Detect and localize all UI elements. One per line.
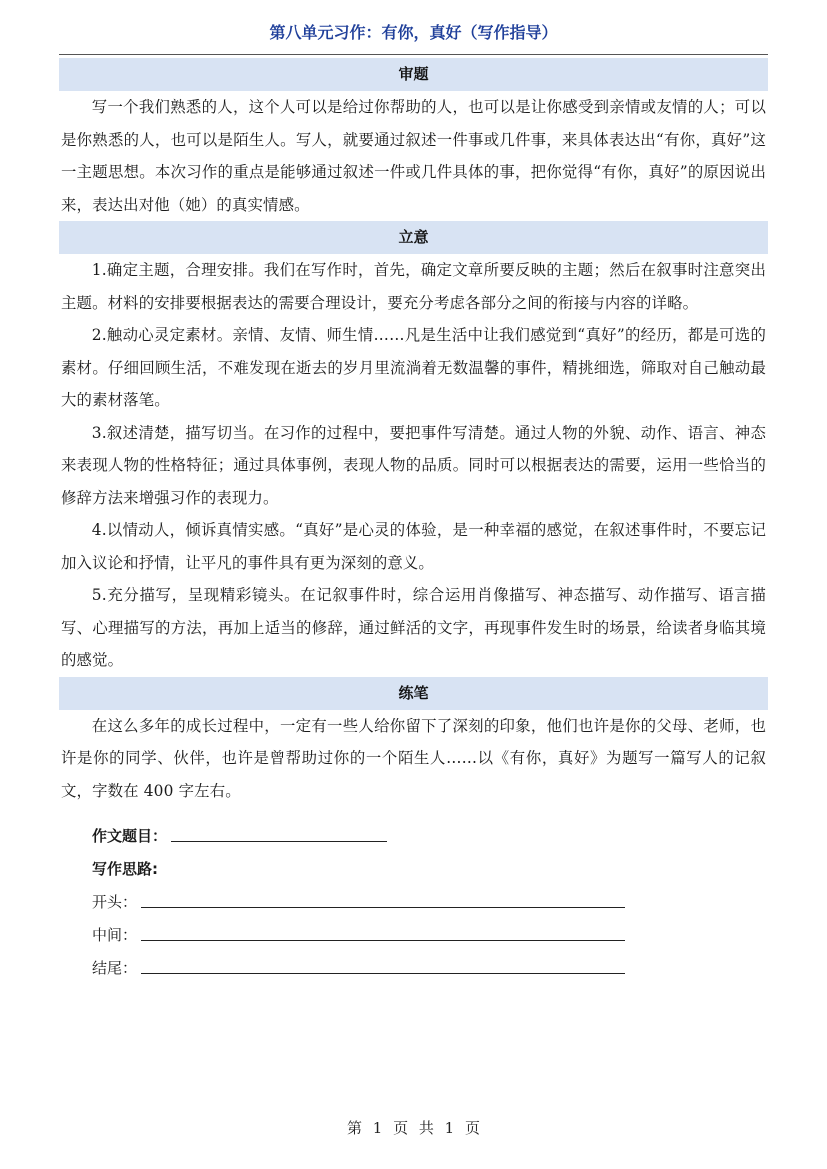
section-heading-liyi: 立意 [59, 221, 768, 254]
outline-label: 写作思路: [92, 860, 158, 878]
lianbi-paragraph: 在这么多年的成长过程中，一定有一些人给你留下了深刻的印象，他们也许是你的父母、老师，也许是你的同学、伙伴，也许是曾帮助过你的一个陌生人……以《有你，真好》为题写一篇写人的记叙文，字数在 400 字左右。 [61, 716, 766, 800]
section-heading-shenti: 审题 [59, 58, 768, 91]
title-divider [59, 54, 768, 55]
liyi-point-5: 5.充分描写，呈现精彩镜头。在记叙事件时，综合运用肖像描写、神态描写、动作描写、语言描写、心理描写的方法，再加上适当的修辞，通过鲜活的文字，再现事件发生时的场景，给读者身临其境的感觉。 [61, 586, 766, 669]
middle-label: 中间： [92, 926, 138, 944]
shenti-paragraph: 写一个我们熟悉的人，这个人可以是给过你帮助的人，也可以是让你感受到亲情或友情的人；可以是你熟悉的人，也可以是陌生人。写人，就要通过叙述一件事或几件事，来具体表达出“有你，真好”这一主题思想。本次习作的重点是能够通过叙述一件或几件具体的事，把你觉得“有你，真好”的原因说出来，表达出对他（她）的真实情感。 [61, 98, 766, 214]
liyi-point-1: 1.确定主题，合理安排。我们在写作时，首先，确定文章所要反映的主题；然后在叙事时注意突出主题。材料的安排要根据表达的需要合理设计，要充分考虑各部分之间的衔接与内容的详略。 [61, 261, 766, 312]
ending-label: 结尾： [92, 959, 138, 977]
page-title: 第八单元习作：有你，真好（写作指导） [269, 23, 558, 42]
document-body [59, 58, 768, 978]
ending-blank[interactable] [141, 972, 625, 974]
essay-title-label: 作文题目： [92, 827, 168, 845]
liyi-point-4: 4.以情动人，倾诉真情实感。“真好”是心灵的体验，是一种幸福的感觉，在叙述事件时，不要忘记加入议论和抒情，让平凡的事件具有更为深刻的意义。 [61, 521, 766, 572]
opening-blank[interactable] [141, 906, 625, 908]
page-footer: 第 1 页 共 1 页 [347, 1119, 480, 1137]
middle-blank[interactable] [141, 939, 625, 941]
liyi-point-2: 2.触动心灵定素材。亲情、友情、师生情……凡是生活中让我们感觉到“真好”的经历，都是可选的素材。仔细回顾生活，不难发现在逝去的岁月里流淌着无数温馨的事件，精挑细选，筛取对自己触动最大的素材落笔。 [61, 326, 766, 409]
writing-form [59, 813, 768, 978]
essay-title-row [92, 813, 768, 846]
outline-row [92, 846, 768, 879]
opening-label: 开头： [92, 893, 138, 911]
section-heading-lianbi: 练笔 [59, 677, 768, 710]
liyi-point-3: 3.叙述清楚，描写切当。在习作的过程中，要把事件写清楚。通过人物的外貌、动作、语言、神态来表现人物的性格特征；通过具体事例，表现人物的品质。同时可以根据表达的需要，运用一些恰当的修辞方法来增强习作的表现力。 [61, 423, 766, 507]
ending-row [92, 945, 768, 978]
opening-row [92, 879, 768, 912]
middle-row [92, 912, 768, 945]
essay-title-blank[interactable] [171, 840, 387, 842]
